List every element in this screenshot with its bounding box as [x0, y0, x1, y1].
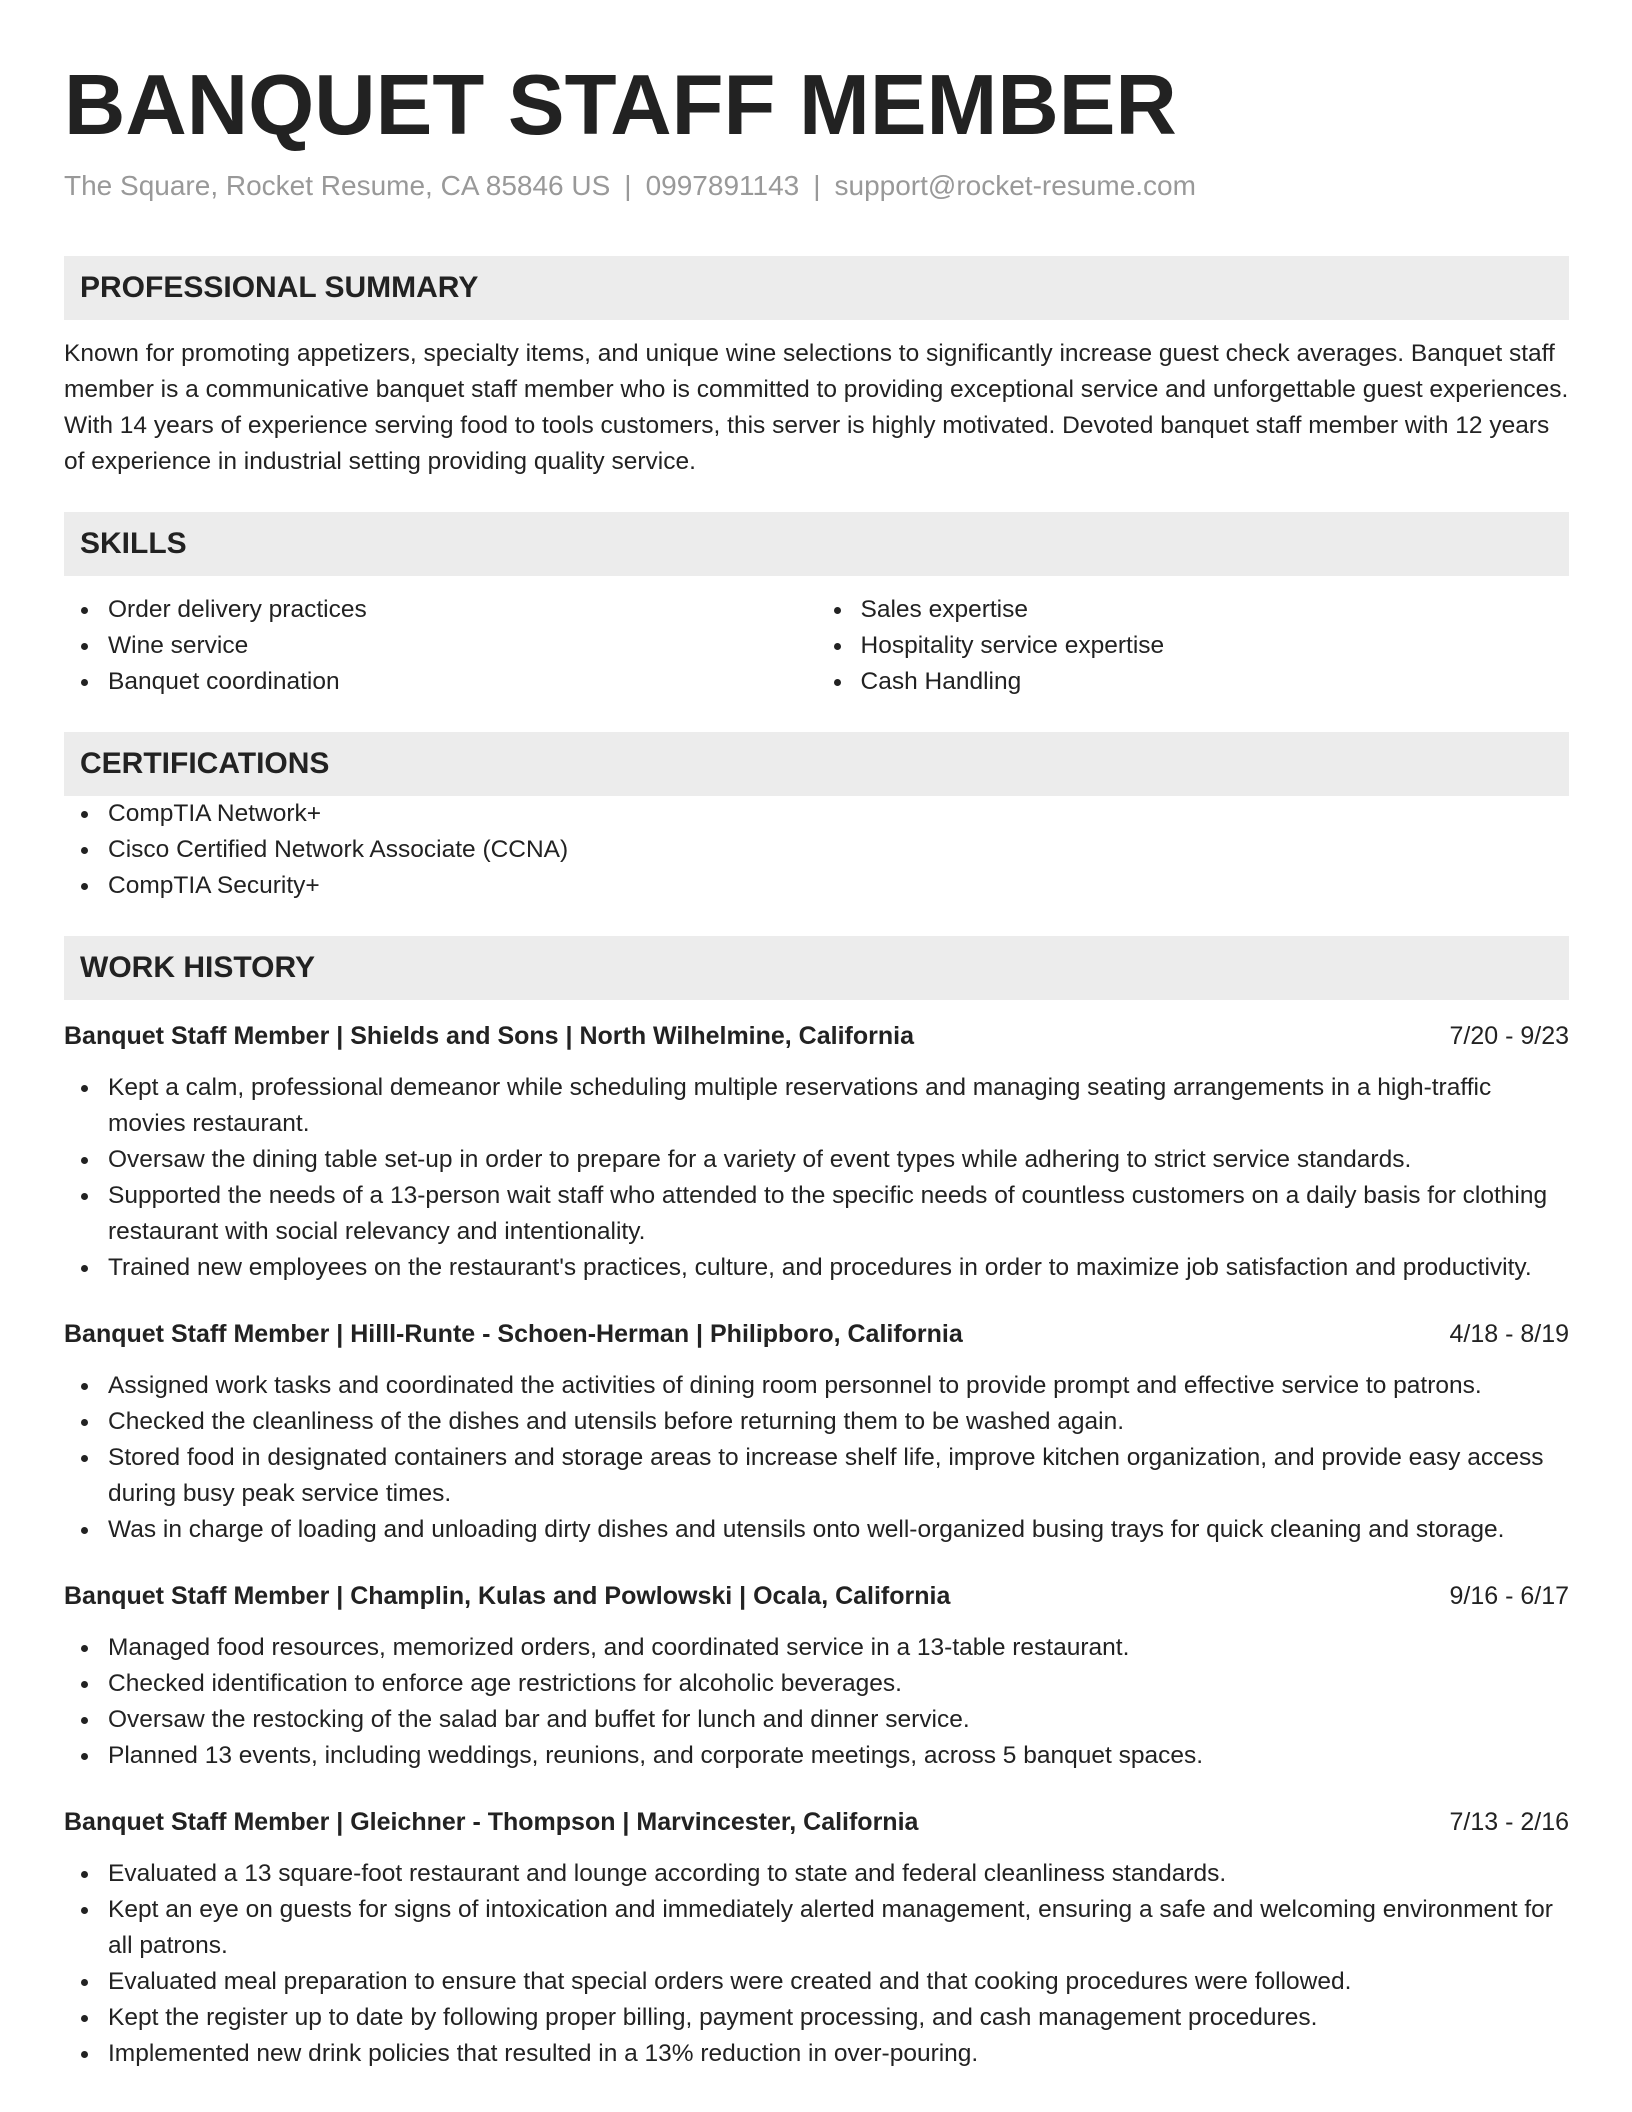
job-duty: Oversaw the restocking of the salad bar and buffet for lunch and dinner service. [64, 1702, 1569, 1738]
skills-grid [64, 592, 1569, 700]
job-header [64, 1018, 1569, 1054]
job-duty: Was in charge of loading and unloading dirty dishes and utensils onto well-organized busing trays for quick cleaning and storage. [64, 1512, 1569, 1548]
phone: 0997891143 [645, 170, 800, 201]
job-entry [64, 1316, 1569, 1548]
job-duty: Evaluated meal preparation to ensure that special orders were created and that cooking procedures were followed. [64, 1964, 1569, 2000]
job-duties-list [64, 1630, 1569, 1774]
skill-item: Banquet coordination [64, 664, 817, 700]
certifications-section [64, 732, 1569, 904]
job-title: Banquet Staff Member | Gleichner - Thompson | Marvincester, California [64, 1808, 919, 1836]
job-duties-list [64, 1856, 1569, 2072]
job-header [64, 1578, 1569, 1614]
job-dates: 4/18 - 8/19 [1449, 1320, 1569, 1348]
skills-column-left [64, 592, 817, 700]
job-duty: Kept the register up to date by following proper billing, payment processing, and cash management procedures. [64, 2000, 1569, 2036]
job-dates: 7/20 - 9/23 [1449, 1022, 1569, 1050]
professional-summary-section [64, 256, 1569, 480]
job-duty: Kept a calm, professional demeanor while scheduling multiple reservations and managing seating arrangements in a high-traffic movies restaurant. [64, 1070, 1569, 1142]
skill-item: Hospitality service expertise [817, 628, 1570, 664]
job-title: Banquet Staff Member | Hilll-Runte - Schoen-Herman | Philipboro, California [64, 1320, 963, 1348]
job-duty: Managed food resources, memorized orders, and coordinated service in a 13-table restaurant. [64, 1630, 1569, 1666]
job-entry [64, 1804, 1569, 2072]
job-header [64, 1804, 1569, 1840]
section-heading: CERTIFICATIONS [64, 732, 1569, 796]
job-duty: Planned 13 events, including weddings, reunions, and corporate meetings, across 5 banquet spaces. [64, 1738, 1569, 1774]
job-header [64, 1316, 1569, 1352]
candidate-name: BANQUET STAFF MEMBER [64, 58, 1177, 153]
skills-section [64, 512, 1569, 700]
job-duties-list [64, 1070, 1569, 1286]
summary-paragraph: Known for promoting appetizers, specialty items, and unique wine selections to significantly increase guest check averages. Banquet staff member is a communicative banquet staff member who is committed to providing exceptional service and unforgettable guest experiences. With 14 years of experience serving food to tools customers, this server is highly motivated. Devoted banquet staff member with 12 years of experience in industrial setting providing quality service. [64, 340, 1569, 475]
job-dates: 7/13 - 2/16 [1449, 1808, 1569, 1836]
job-duty: Assigned work tasks and coordinated the activities of dining room personnel to provide prompt and effective service to patrons. [64, 1368, 1569, 1404]
job-entry [64, 1018, 1569, 1286]
certification-item: CompTIA Security+ [64, 868, 1569, 904]
job-duty: Checked identification to enforce age restrictions for alcoholic beverages. [64, 1666, 1569, 1702]
skills-column-right [817, 592, 1570, 700]
skill-item: Wine service [64, 628, 817, 664]
address: The Square, Rocket Resume, CA 85846 US [64, 170, 611, 201]
contact-separator: | [813, 170, 821, 201]
email: support@rocket-resume.com [834, 170, 1196, 201]
section-heading: PROFESSIONAL SUMMARY [64, 256, 1569, 320]
job-duty: Supported the needs of a 13-person wait staff who attended to the specific needs of countless customers on a daily basis for clothing restaurant with social relevancy and intentionality. [64, 1178, 1569, 1250]
work-history-section [64, 936, 1569, 2072]
skill-item: Sales expertise [817, 592, 1570, 628]
contact-line [64, 166, 1569, 206]
section-heading: SKILLS [64, 512, 1569, 576]
certification-item: CompTIA Network+ [64, 796, 1569, 832]
job-title: Banquet Staff Member | Champlin, Kulas and Powlowski | Ocala, California [64, 1582, 951, 1610]
job-duty: Trained new employees on the restaurant's practices, culture, and procedures in order to maximize job satisfaction and productivity. [64, 1250, 1569, 1286]
job-duty: Evaluated a 13 square-foot restaurant and lounge according to state and federal cleanliness standards. [64, 1856, 1569, 1892]
job-duty: Implemented new drink policies that resulted in a 13% reduction in over-pouring. [64, 2036, 1569, 2072]
job-duties-list [64, 1368, 1569, 1548]
job-duty: Kept an eye on guests for signs of intoxication and immediately alerted management, ensuring a safe and welcoming environment for all patrons. [64, 1892, 1569, 1964]
job-dates: 9/16 - 6/17 [1449, 1582, 1569, 1610]
contact-separator: | [624, 170, 632, 201]
section-heading: WORK HISTORY [64, 936, 1569, 1000]
job-duty: Oversaw the dining table set-up in order to prepare for a variety of event types while adhering to strict service standards. [64, 1142, 1569, 1178]
skill-item: Order delivery practices [64, 592, 817, 628]
job-title: Banquet Staff Member | Shields and Sons | North Wilhelmine, California [64, 1022, 914, 1050]
skill-item: Cash Handling [817, 664, 1570, 700]
job-entry [64, 1578, 1569, 1774]
certification-item: Cisco Certified Network Associate (CCNA) [64, 832, 1569, 868]
job-duty: Stored food in designated containers and storage areas to increase shelf life, improve kitchen organization, and provide easy access during busy peak service times. [64, 1440, 1569, 1512]
job-duty: Checked the cleanliness of the dishes and utensils before returning them to be washed again. [64, 1404, 1569, 1440]
certifications-list [64, 796, 1569, 904]
